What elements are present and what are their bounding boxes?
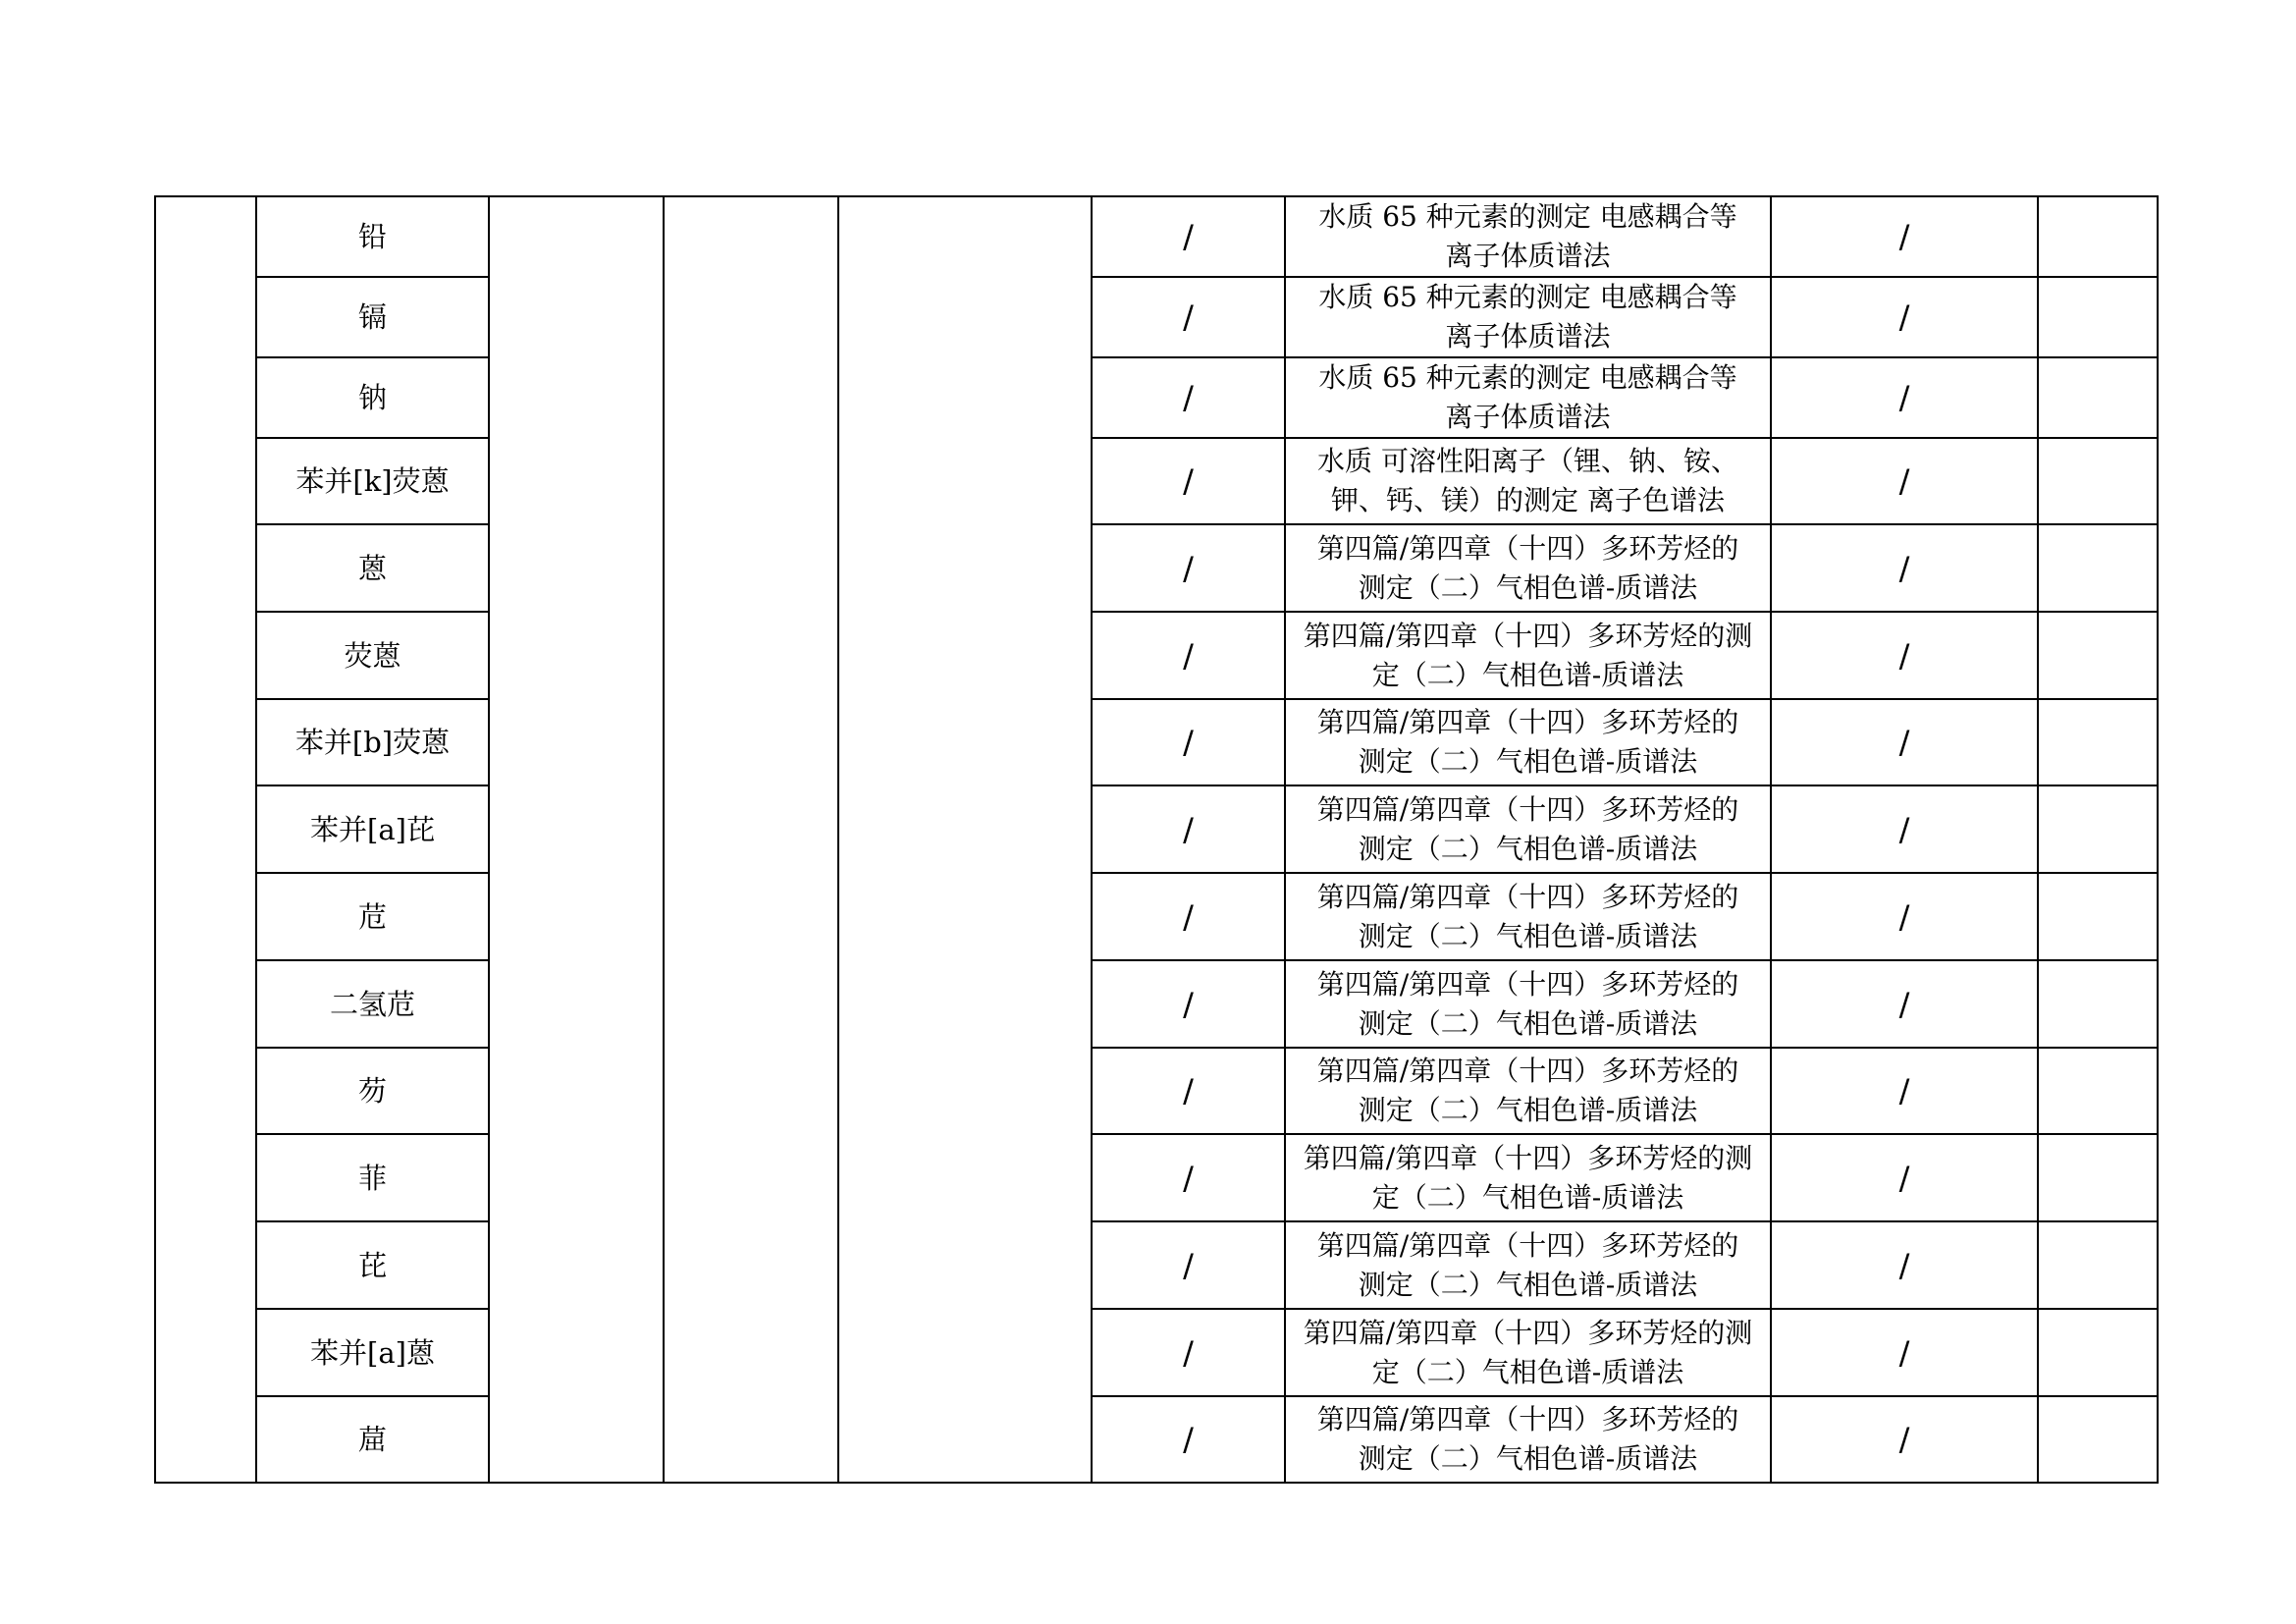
table-row xyxy=(155,612,2158,699)
method-line: 测定（二）气相色谱-质谱法 xyxy=(1358,1006,1698,1040)
remark-cell xyxy=(2038,785,2158,873)
blank-cell-b xyxy=(664,196,838,1483)
parameter-cell: 铅 xyxy=(256,196,489,277)
remark-cell xyxy=(2038,960,2158,1048)
method-line: 水质 65 种元素的测定 电感耦合等 xyxy=(1318,281,1737,313)
note-cell: / xyxy=(1771,524,2038,612)
method-line: 第四篇/第四章（十四）多环芳烃的 xyxy=(1316,792,1739,826)
method-line: 测定（二）气相色谱-质谱法 xyxy=(1358,832,1698,865)
method-line: 测定（二）气相色谱-质谱法 xyxy=(1358,1442,1698,1475)
method-cell xyxy=(1285,524,1771,612)
remark-cell xyxy=(2038,873,2158,960)
method-line: 测定（二）气相色谱-质谱法 xyxy=(1358,745,1698,778)
limit-cell: / xyxy=(1092,612,1285,699)
note-cell: / xyxy=(1771,873,2038,960)
limit-cell: / xyxy=(1092,873,1285,960)
remark-cell xyxy=(2038,1396,2158,1483)
blank-cell-c xyxy=(838,196,1092,1483)
table-row xyxy=(155,960,2158,1048)
method-line: 第四篇/第四章（十四）多环芳烃的测 xyxy=(1303,619,1753,652)
method-line: 第四篇/第四章（十四）多环芳烃的测 xyxy=(1303,1316,1753,1349)
remark-cell xyxy=(2038,1048,2158,1134)
method-line: 第四篇/第四章（十四）多环芳烃的 xyxy=(1316,706,1739,738)
method-line: 第四篇/第四章（十四）多环芳烃的 xyxy=(1316,1228,1739,1262)
remark-cell xyxy=(2038,196,2158,277)
parameter-cell: 二氢苊 xyxy=(256,960,489,1048)
remark-cell xyxy=(2038,1134,2158,1221)
note-cell: / xyxy=(1771,1396,2038,1483)
method-cell xyxy=(1285,438,1771,524)
method-cell xyxy=(1285,357,1771,438)
remark-cell xyxy=(2038,524,2158,612)
method-line: 第四篇/第四章（十四）多环芳烃的测 xyxy=(1303,1141,1753,1174)
parameter-cell: 䓛 xyxy=(256,1396,489,1483)
method-line: 测定（二）气相色谱-质谱法 xyxy=(1358,1268,1698,1301)
parameter-cell: 芘 xyxy=(256,1221,489,1309)
remark-cell xyxy=(2038,1221,2158,1309)
detection-table xyxy=(154,195,2159,1484)
note-cell: / xyxy=(1771,357,2038,438)
method-line: 离子体质谱法 xyxy=(1445,320,1611,352)
method-line: 测定（二）气相色谱-质谱法 xyxy=(1358,570,1698,604)
limit-cell: / xyxy=(1092,524,1285,612)
table-row xyxy=(155,873,2158,960)
limit-cell: / xyxy=(1092,960,1285,1048)
note-cell: / xyxy=(1771,699,2038,785)
limit-cell: / xyxy=(1092,699,1285,785)
method-line: 测定（二）气相色谱-质谱法 xyxy=(1358,1094,1698,1126)
method-cell xyxy=(1285,196,1771,277)
method-cell xyxy=(1285,1134,1771,1221)
note-cell: / xyxy=(1771,612,2038,699)
method-cell xyxy=(1285,1396,1771,1483)
remark-cell xyxy=(2038,357,2158,438)
method-line: 测定（二）气相色谱-质谱法 xyxy=(1358,919,1698,952)
method-line: 离子体质谱法 xyxy=(1445,401,1611,433)
remark-cell xyxy=(2038,438,2158,524)
remark-cell xyxy=(2038,699,2158,785)
parameter-cell: 镉 xyxy=(256,277,489,357)
method-line: 水质 65 种元素的测定 电感耦合等 xyxy=(1318,361,1737,394)
limit-cell: / xyxy=(1092,196,1285,277)
note-cell: / xyxy=(1771,1221,2038,1309)
method-cell xyxy=(1285,1309,1771,1396)
method-line: 水质 可溶性阳离子（锂、钠、铵、 xyxy=(1317,445,1738,477)
parameter-cell: 苊 xyxy=(256,873,489,960)
method-line: 第四篇/第四章（十四）多环芳烃的 xyxy=(1316,531,1739,565)
remark-cell xyxy=(2038,277,2158,357)
table-row xyxy=(155,357,2158,438)
table-row xyxy=(155,699,2158,785)
blank-cell-a xyxy=(489,196,664,1483)
table-row xyxy=(155,524,2158,612)
parameter-cell: 苯并[k]荧蒽 xyxy=(256,438,489,524)
note-cell: / xyxy=(1771,1048,2038,1134)
parameter-cell: 钠 xyxy=(256,357,489,438)
remark-cell xyxy=(2038,1309,2158,1396)
note-cell: / xyxy=(1771,438,2038,524)
method-cell xyxy=(1285,1221,1771,1309)
method-line: 水质 65 种元素的测定 电感耦合等 xyxy=(1318,200,1737,233)
parameter-cell: 芴 xyxy=(256,1048,489,1134)
limit-cell: / xyxy=(1092,1396,1285,1483)
method-line: 定（二）气相色谱-质谱法 xyxy=(1371,1355,1684,1388)
limit-cell: / xyxy=(1092,1048,1285,1134)
parameter-cell: 苯并[a]蒽 xyxy=(256,1309,489,1396)
method-cell xyxy=(1285,873,1771,960)
method-cell xyxy=(1285,960,1771,1048)
table-row xyxy=(155,1396,2158,1483)
note-cell: / xyxy=(1771,277,2038,357)
limit-cell: / xyxy=(1092,1221,1285,1309)
method-cell xyxy=(1285,612,1771,699)
table-row xyxy=(155,1221,2158,1309)
note-cell: / xyxy=(1771,785,2038,873)
method-line: 离子体质谱法 xyxy=(1445,240,1611,272)
method-line: 第四篇/第四章（十四）多环芳烃的 xyxy=(1316,1055,1739,1087)
limit-cell: / xyxy=(1092,1309,1285,1396)
limit-cell: / xyxy=(1092,785,1285,873)
table-row xyxy=(155,196,2158,277)
method-line: 定（二）气相色谱-质谱法 xyxy=(1371,658,1684,691)
remark-cell xyxy=(2038,612,2158,699)
method-line: 第四篇/第四章（十四）多环芳烃的 xyxy=(1316,880,1739,913)
method-line: 第四篇/第四章（十四）多环芳烃的 xyxy=(1316,1403,1739,1435)
parameter-cell: 苯并[b]荧蒽 xyxy=(256,699,489,785)
table-row xyxy=(155,1048,2158,1134)
method-line: 定（二）气相色谱-质谱法 xyxy=(1371,1180,1684,1214)
method-cell xyxy=(1285,785,1771,873)
table-row xyxy=(155,438,2158,524)
parameter-cell: 菲 xyxy=(256,1134,489,1221)
note-cell: / xyxy=(1771,1134,2038,1221)
table-row xyxy=(155,1309,2158,1396)
table-row xyxy=(155,277,2158,357)
table-body xyxy=(155,196,2158,1483)
parameter-cell: 苯并[a]芘 xyxy=(256,785,489,873)
limit-cell: / xyxy=(1092,438,1285,524)
method-line: 钾、钙、镁）的测定 离子色谱法 xyxy=(1331,484,1725,516)
parameter-cell: 蒽 xyxy=(256,524,489,612)
limit-cell: / xyxy=(1092,1134,1285,1221)
method-cell xyxy=(1285,1048,1771,1134)
table-row xyxy=(155,785,2158,873)
method-line: 第四篇/第四章（十四）多环芳烃的 xyxy=(1316,967,1739,1001)
table-row xyxy=(155,1134,2158,1221)
limit-cell: / xyxy=(1092,277,1285,357)
note-cell: / xyxy=(1771,1309,2038,1396)
category-cell xyxy=(155,196,256,1483)
limit-cell: / xyxy=(1092,357,1285,438)
method-cell xyxy=(1285,277,1771,357)
note-cell: / xyxy=(1771,960,2038,1048)
note-cell: / xyxy=(1771,196,2038,277)
method-cell xyxy=(1285,699,1771,785)
parameter-cell: 荧蒽 xyxy=(256,612,489,699)
